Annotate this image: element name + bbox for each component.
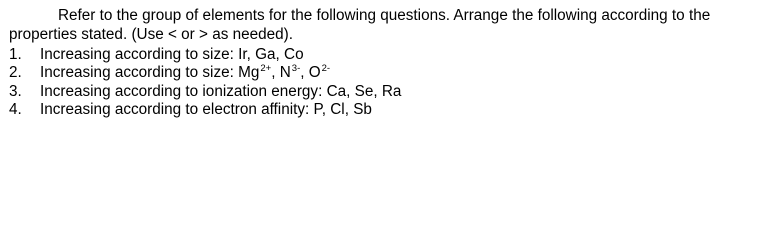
question-number: 4. — [9, 101, 22, 118]
ion-oxide — [309, 64, 330, 81]
question-number: 2. — [9, 64, 22, 81]
ion-nitride — [280, 64, 309, 81]
ion-charge: 2+ — [260, 63, 272, 74]
question-number: 3. — [9, 83, 22, 100]
question-prefix: Increasing according to size: — [40, 64, 239, 81]
ion-charge: 3- — [291, 63, 301, 74]
question-text: Increasing according to size: Ir, Ga, Co — [40, 46, 304, 63]
question-number: 1. — [9, 46, 22, 63]
ion-charge: 2- — [321, 63, 331, 74]
question-text: Increasing according to electron affinity: P, Cl, Sb — [40, 101, 372, 118]
question-3 — [9, 83, 401, 101]
ion-separator: , — [271, 64, 280, 81]
ion-symbol: O — [308, 64, 321, 81]
intro-line-2: properties stated. (Use < or > as needed). — [9, 26, 294, 43]
question-text: Increasing according to ionization energy: Ca, Se, Ra — [40, 83, 402, 100]
ion-symbol: Mg — [238, 64, 260, 81]
ion-separator: , — [300, 64, 309, 81]
ion-symbol: N — [279, 64, 291, 81]
question-2 — [9, 64, 330, 84]
ion-magnesium — [238, 64, 280, 81]
intro-line-1: Refer to the group of elements for the following questions. Arrange the following according to the — [58, 7, 711, 24]
question-4 — [9, 101, 372, 119]
question-1 — [9, 46, 304, 64]
